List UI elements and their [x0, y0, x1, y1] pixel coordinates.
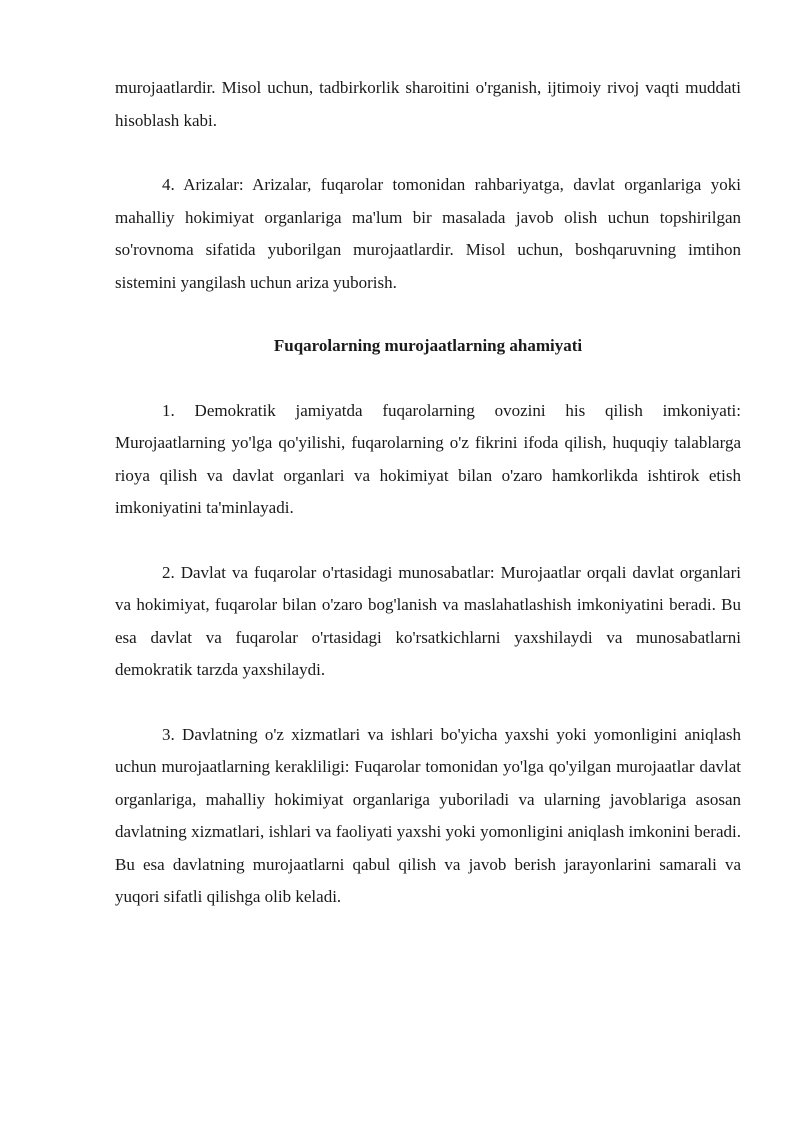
paragraph-point-1: 1. Demokratik jamiyatda fuqarolarning ovozini his qilish imkoniyati: Murojaatlarning yo'lga qo'yilishi, fuqarolarning o'z fikrini ifoda qilish, huquqiy talablarga rioya qilish va davlat organlari va hokimiyat bilan o'zaro hamkorlikda ishtirok etish imkoniyatini ta'minlayadi.: [115, 400, 741, 517]
paragraph-point-2: 2. Davlat va fuqarolar o'rtasidagi munosabatlar: Murojaatlar orqali davlat organlari va hokimiyat, fuqarolar bilan o'zaro bog'lanish va maslahatlashish imkoniyatini beradi. Bu esa davlat va fuqarolar o'rtasidagi ko'rsatkichlarni yaxshilaydi va munosabatlarni demokratik tarzda yaxshilaydi.: [115, 562, 741, 679]
paragraph-arizalar: 4. Arizalar: Arizalar, fuqarolar tomonidan rahbariyatga, davlat organlariga yoki mahalliy hokimiyat organlariga ma'lum bir masalada javob olish uchun topshirilgan so'rovnoma sifatida yuborilgan murojaatlardir. Misol uchun, boshqaruvning imtihon sistemini yangilash uchun ariza yuborish.: [115, 175, 741, 292]
paragraph-point-3: 3. Davlatning o'z xizmatlari va ishlari bo'yicha yaxshi yoki yomonligini aniqlash uchun murojaatlarning kerakliligi: Fuqarolar tomonidan yo'lga qo'yilgan murojaatlar davlat organlariga, mahalliy hokimiyat organlariga yuboriladi va ularning javoblariga asosan davlatning xizmatlari, ishlari va faoliyati yaxshi yoki yomonligini aniqlash imkonini beradi. Bu esa davlatning murojaatlarni qabul qilish va javob berish jarayonlarini samarali va yuqori sifatli qilishga olib keladi.: [115, 724, 741, 906]
section-heading: Fuqarolarning murojaatlarning ahamiyati: [273, 336, 583, 355]
document-page: [115, 72, 741, 914]
paragraph-continued: murojaatlardir. Misol uchun, tadbirkorlik sharoitini o'rganish, ijtimoiy rivoj vaqti muddati hisoblash kabi.: [115, 78, 741, 130]
